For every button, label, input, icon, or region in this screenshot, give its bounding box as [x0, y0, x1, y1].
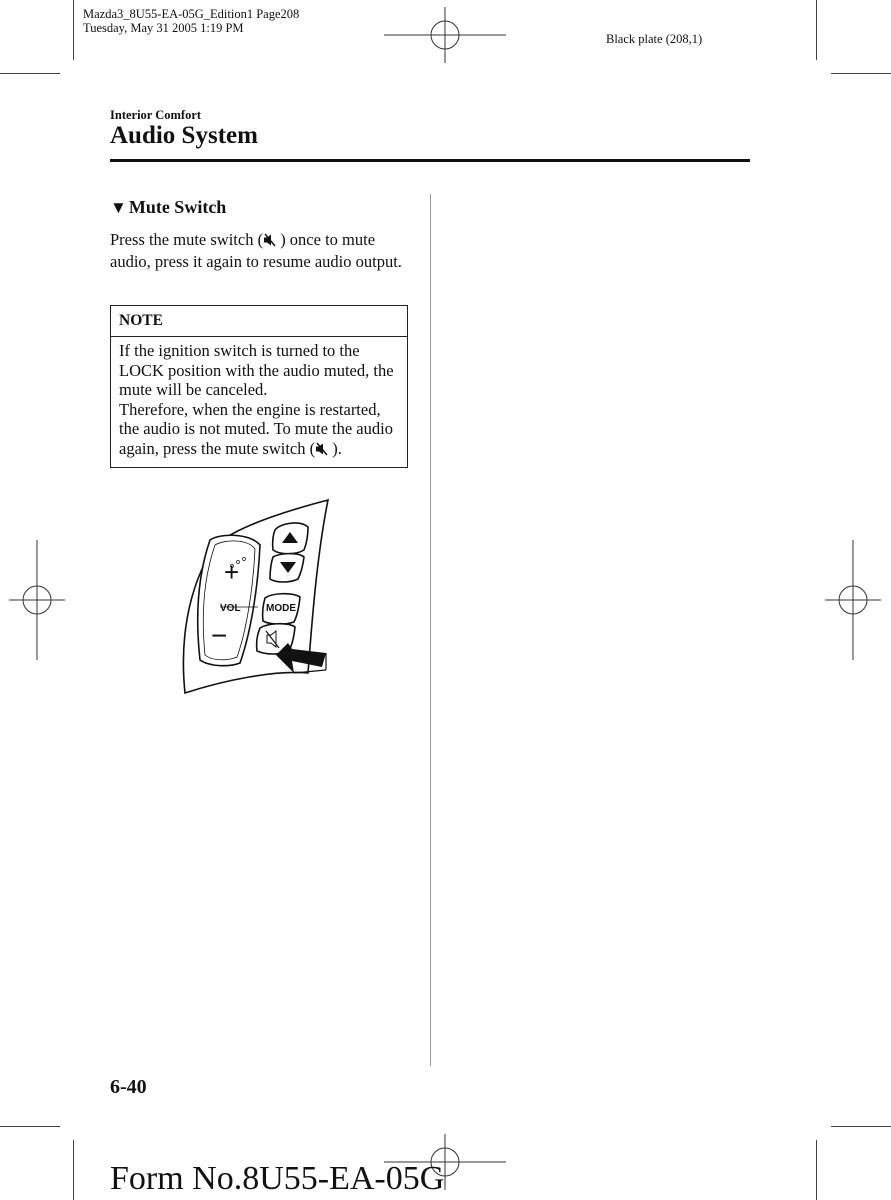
mute-speaker-icon — [263, 232, 276, 252]
vol-label: VOL — [220, 603, 241, 614]
crop-mark-bottom-right-vertical — [816, 1140, 817, 1200]
print-header-line-1: Mazda3_8U55-EA-05G_Edition1 Page208 — [83, 7, 300, 21]
note-body — [111, 337, 407, 467]
page-number: 6-40 — [110, 1076, 147, 1098]
crop-mark-bottom-right-horizontal — [831, 1126, 891, 1127]
registration-mark-left — [9, 540, 65, 660]
mute-paragraph-part-b: ) once to mute audio, press it again to resume audio output. — [110, 230, 402, 271]
mute-speaker-icon — [315, 441, 328, 461]
note-text-1: If the ignition switch is turned to the LOCK position with the audio muted, the mute will be canceled. — [119, 341, 394, 400]
registration-mark-right — [825, 540, 881, 660]
registration-mark-top — [384, 7, 506, 63]
mode-button-label: MODE — [266, 603, 296, 614]
page-title: Audio System — [110, 122, 258, 149]
steering-audio-controls-illustration — [180, 495, 340, 705]
note-text-2 — [119, 400, 399, 461]
form-number: Form No.8U55-EA-05G — [110, 1160, 445, 1197]
vol-plus-label: + — [224, 557, 240, 587]
crop-mark-bottom-left-vertical — [73, 1140, 74, 1200]
title-rule — [110, 159, 750, 162]
triangle-marker-icon: ▼ — [110, 198, 127, 217]
crop-mark-top-left-vertical — [73, 0, 74, 60]
crop-mark-bottom-left-horizontal — [0, 1126, 60, 1127]
section-label: Interior Comfort — [110, 108, 202, 122]
crop-mark-top-right-vertical — [816, 0, 817, 60]
subsection-heading — [110, 197, 226, 218]
print-header-line-2: Tuesday, May 31 2005 1:19 PM — [83, 21, 244, 35]
column-divider — [430, 194, 431, 1066]
black-plate-label: Black plate (208,1) — [606, 32, 703, 46]
subsection-heading-text: Mute Switch — [128, 197, 227, 217]
crop-mark-top-left-horizontal — [0, 73, 60, 74]
note-text-2-part-a: Therefore, when the engine is restarted, the audio is not muted. To mute the audio again, press the mute switch ( — [119, 399, 393, 458]
note-heading: NOTE — [111, 306, 407, 337]
mute-paragraph-part-a: Press the mute switch ( — [110, 230, 264, 249]
crop-mark-top-right-horizontal — [831, 73, 891, 74]
note-text-2-part-b: ). — [328, 438, 342, 458]
note-box — [110, 305, 408, 468]
mute-paragraph — [110, 230, 406, 271]
vol-minus-label: − — [211, 620, 228, 651]
